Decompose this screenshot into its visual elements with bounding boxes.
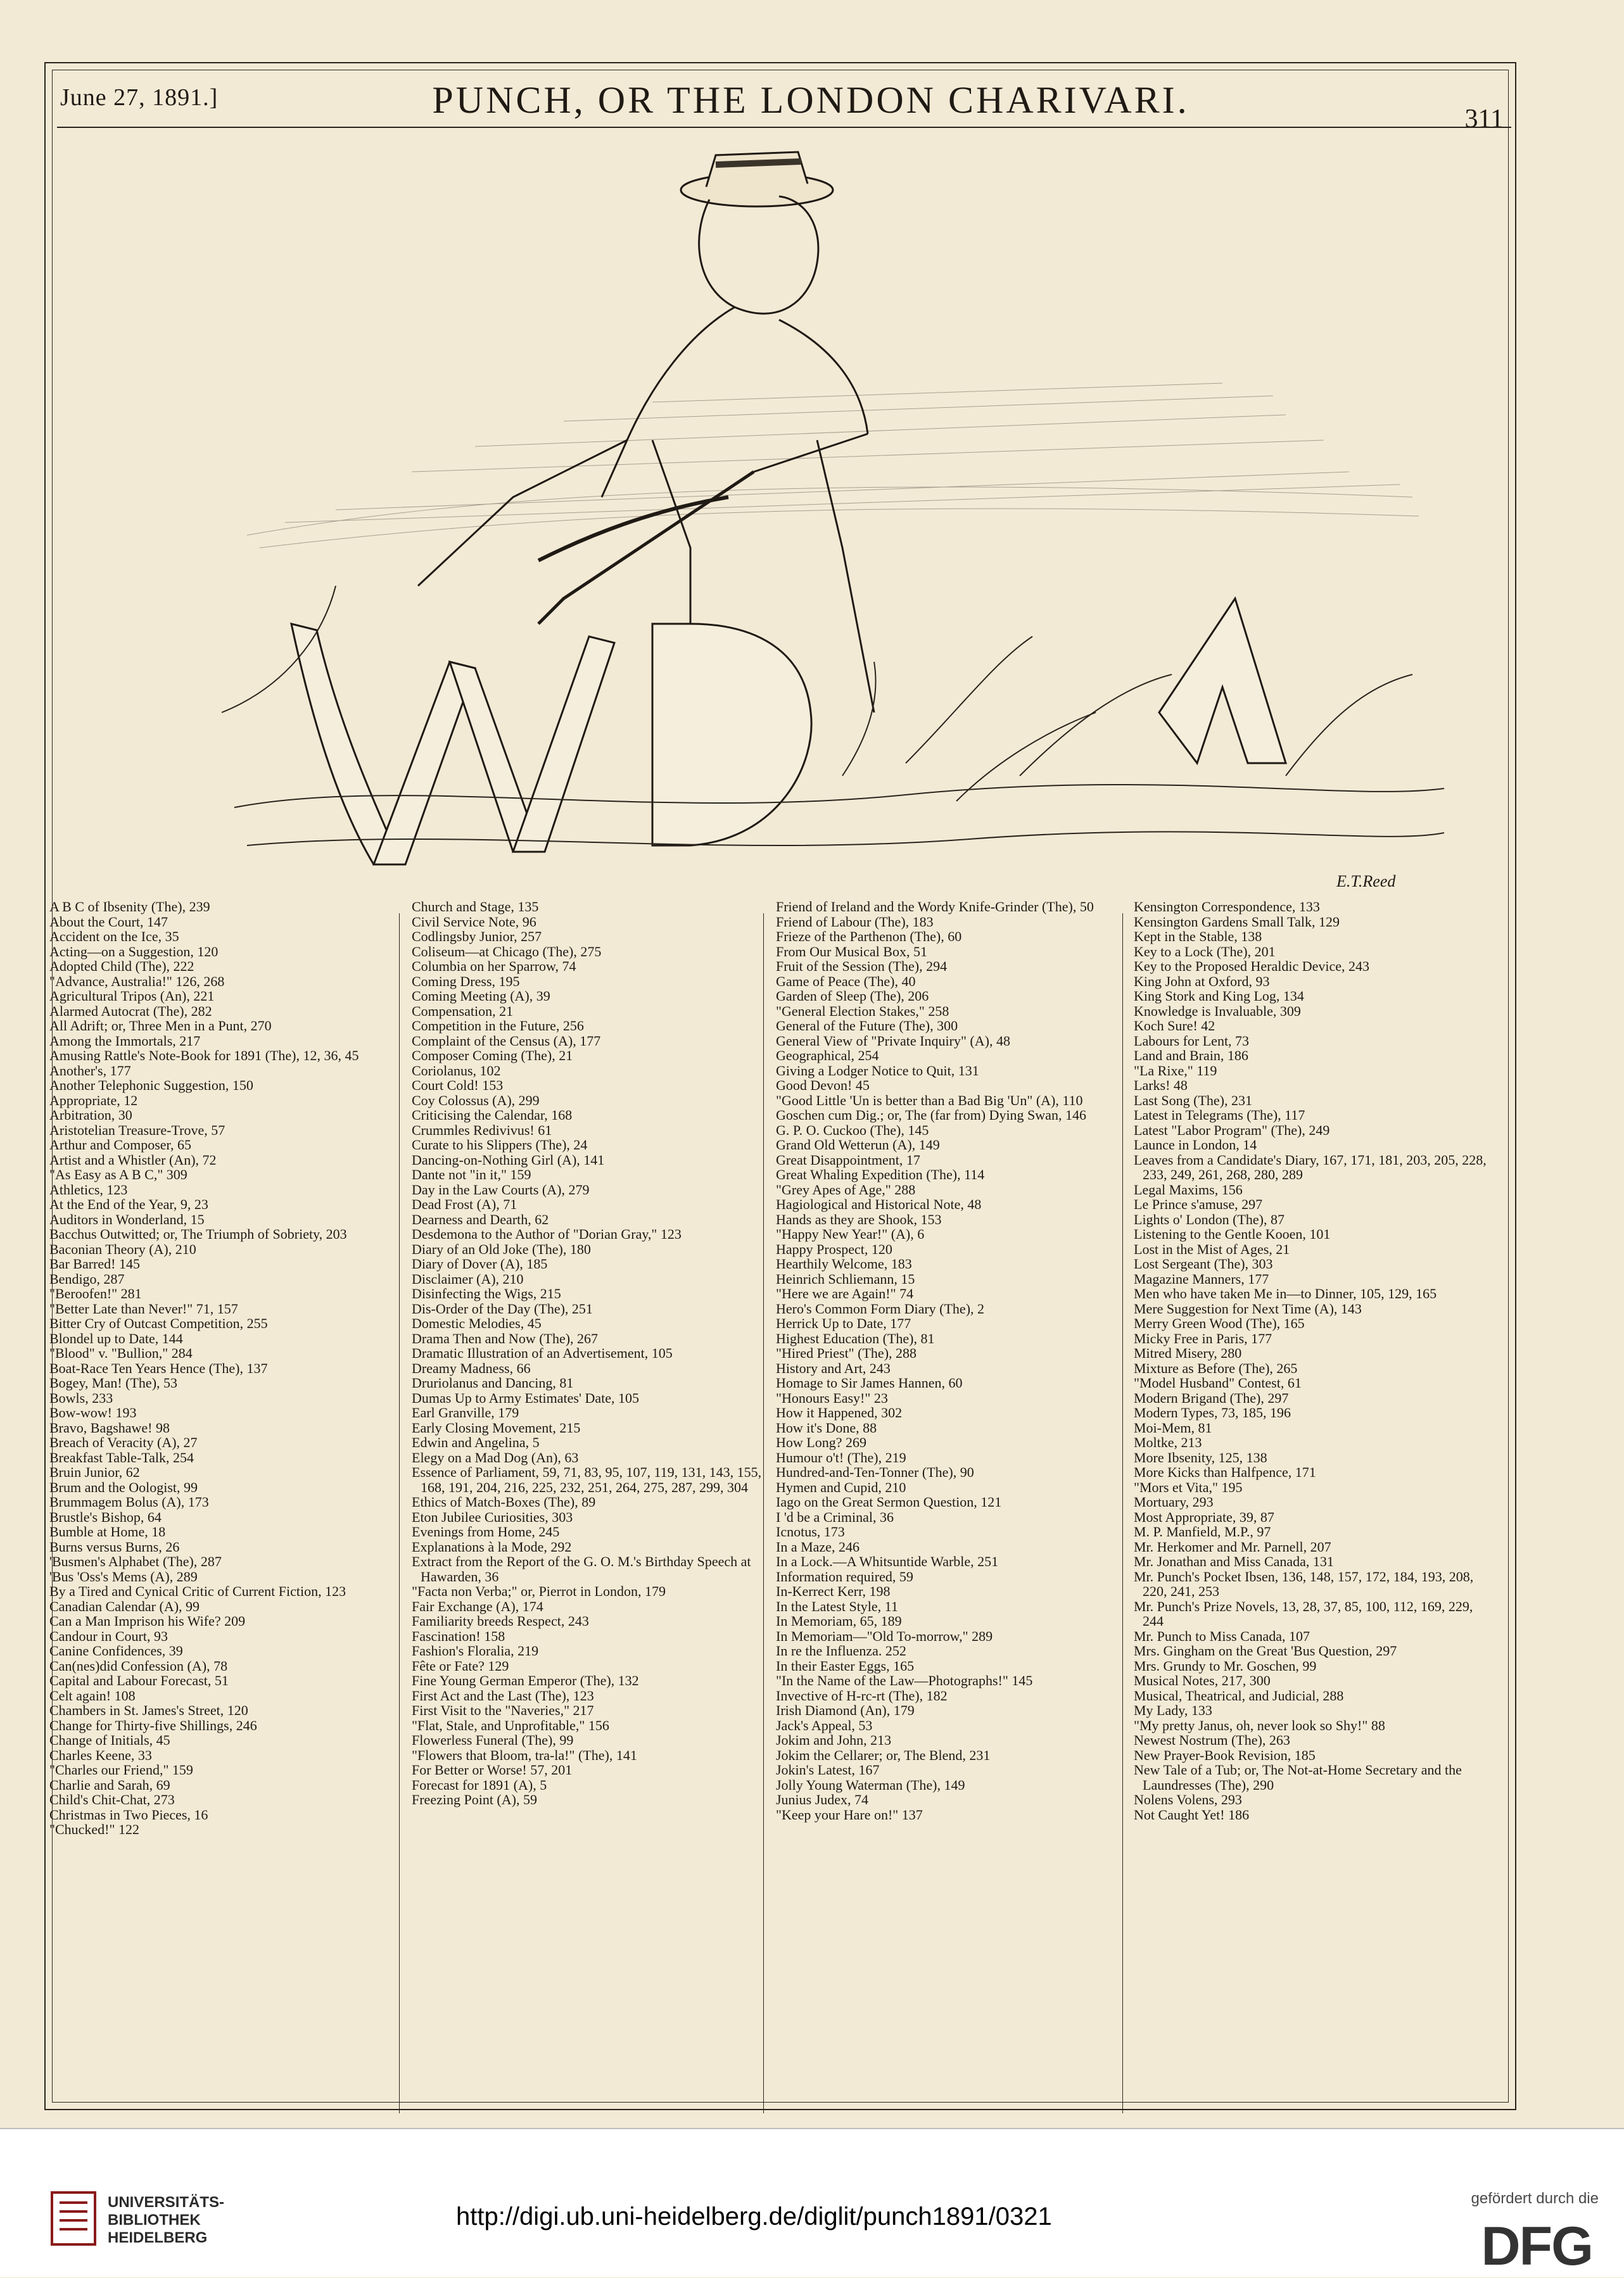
index-entry: Mere Suggestion for Next Time (A), 143	[1134, 1300, 1362, 1317]
index-entry: Diary of an Old Joke (The), 180	[412, 1241, 591, 1257]
index-entry: Kensington Gardens Small Talk, 129	[1134, 913, 1340, 930]
index-entry: Change of Initials, 45	[49, 1732, 170, 1748]
index-entry: Edwin and Angelina, 5	[412, 1434, 540, 1450]
index-entry: Composer Coming (The), 21	[412, 1047, 573, 1063]
index-entry: Desdemona to the Author of "Dorian Gray," 123	[412, 1226, 682, 1242]
index-entry: Aristotelian Treasure-Trove, 57	[49, 1122, 225, 1138]
index-column-3	[776, 899, 1131, 1822]
index-entry: G. P. O. Cuckoo (The), 145	[776, 1122, 929, 1138]
index-entry: "Blood" v. "Bullion," 284	[49, 1345, 193, 1361]
index-entry: Criticising the Calendar, 168	[412, 1107, 573, 1123]
index-entry: In Memoriam, 65, 189	[776, 1613, 902, 1629]
index-entry: New Prayer-Book Revision, 185	[1134, 1747, 1316, 1763]
index-entry: Celt again! 108	[49, 1687, 136, 1704]
index-entry: Blondel up to Date, 144	[49, 1330, 183, 1346]
index-entry: Last Song (The), 231	[1134, 1092, 1252, 1108]
farmer-figure	[418, 152, 874, 712]
index-entry: Brummagem Bolus (A), 173	[49, 1494, 209, 1510]
index-entry: Mr. Punch's Pocket Ibsen, 136, 148, 157, 172, 184, 193, 208, 220, 241, 253	[1134, 1568, 1474, 1599]
index-entry: How it Happened, 302	[776, 1405, 903, 1421]
index-entry: Canadian Calendar (A), 99	[49, 1598, 200, 1614]
index-entry: Bogey, Man! (The), 53	[49, 1375, 178, 1391]
index-entry: Christmas in Two Pieces, 16	[49, 1806, 208, 1823]
index-entry: A B C of Ibsenity (The), 239	[49, 899, 210, 914]
index-entry: Hymen and Cupid, 210	[776, 1479, 906, 1495]
index-entry: Jokim and John, 213	[776, 1732, 892, 1748]
index-entry: How it's Done, 88	[776, 1419, 877, 1436]
index-entry: Breach of Veracity (A), 27	[49, 1434, 198, 1450]
index-entry: "Grey Apes of Age," 288	[776, 1181, 916, 1198]
index-entry: Mitred Misery, 280	[1134, 1345, 1242, 1361]
index-entry: My Lady, 133	[1134, 1702, 1212, 1718]
index-entry: In their Easter Eggs, 165	[776, 1657, 915, 1674]
index-entry: Bowls, 233	[49, 1389, 113, 1406]
funder-caption: gefördert durch die	[1471, 2190, 1599, 2207]
index-entry: Another Telephonic Suggestion, 150	[49, 1077, 253, 1093]
artist-signature: E.T.Reed	[1336, 872, 1396, 890]
index-entry: Garden of Sleep (The), 206	[776, 988, 929, 1004]
index-entry: Dramatic Illustration of an Advertisement, 105	[412, 1345, 673, 1361]
index-entry: Baconian Theory (A), 210	[49, 1241, 196, 1257]
index-entry: Church and Stage, 135	[412, 899, 539, 914]
index-entry: Bruin Junior, 62	[49, 1464, 140, 1480]
index-entry: "Happy New Year!" (A), 6	[776, 1226, 925, 1242]
index-entry: Hundred-and-Ten-Tonner (The), 90	[776, 1464, 974, 1480]
index-entry: Information required, 59	[776, 1568, 913, 1585]
index-entry: Homage to Sir James Hannen, 60	[776, 1375, 963, 1391]
index-entry: Chambers in St. James's Street, 120	[49, 1702, 248, 1718]
index-entry: More Ibsenity, 125, 138	[1134, 1449, 1267, 1465]
index-entry: Dearness and Dearth, 62	[412, 1211, 549, 1227]
index-entry: Kensington Correspondence, 133	[1134, 899, 1320, 914]
index-entry: Day in the Law Courts (A), 279	[412, 1181, 590, 1198]
index-entry: Eton Jubilee Curiosities, 303	[412, 1509, 573, 1525]
index-entry: Dreamy Madness, 66	[412, 1360, 531, 1376]
index-entry: All Adrift; or, Three Men in a Punt, 270	[49, 1018, 272, 1034]
index-entry: Amusing Rattle's Note-Book for 1891 (The), 12, 36, 45	[49, 1047, 359, 1063]
permalink-url[interactable]: http://digi.ub.uni-heidelberg.de/diglit/punch1891/0321	[456, 2203, 1052, 2231]
index-entry: Alarmed Autocrat (The), 282	[49, 1003, 212, 1019]
index-entry: "Better Late than Never!" 71, 157	[49, 1300, 238, 1317]
index-entry: Child's Chit-Chat, 273	[49, 1792, 175, 1807]
index-entry: In Memoriam—"Old To-morrow," 289	[776, 1628, 993, 1644]
index-entry: General View of "Private Inquiry" (A), 48	[776, 1032, 1010, 1049]
index-entry: Hagiological and Historical Note, 48	[776, 1196, 982, 1212]
index-entry: Athletics, 123	[49, 1181, 128, 1198]
index-entry: Jokin's Latest, 167	[776, 1762, 880, 1778]
index-entry: 'Busmen's Alphabet (The), 287	[49, 1553, 222, 1569]
index-entry: Highest Education (The), 81	[776, 1330, 935, 1346]
index-entry: Legal Maxims, 156	[1134, 1181, 1243, 1198]
index-entry: Charlie and Sarah, 69	[49, 1776, 170, 1793]
index-entry: Dumas Up to Army Estimates' Date, 105	[412, 1389, 639, 1406]
cartoon-illustration	[209, 142, 1463, 902]
index-entry: Fête or Fate? 129	[412, 1657, 509, 1674]
index-entry: Listening to the Gentle Kooen, 101	[1134, 1226, 1331, 1242]
index-entry: Frieze of the Parthenon (The), 60	[776, 928, 962, 944]
column-divider	[763, 913, 764, 2113]
index-entry: Great Whaling Expedition (The), 114	[776, 1167, 985, 1182]
index-entry: Bendigo, 287	[49, 1270, 125, 1287]
footer-divider	[0, 2128, 1624, 2129]
index-entry: Compensation, 21	[412, 1003, 514, 1019]
index-entry: Coming Dress, 195	[412, 973, 520, 989]
index-entry: Bravo, Bagshawe! 98	[49, 1419, 170, 1436]
index-entry: Mortuary, 293	[1134, 1494, 1214, 1510]
index-entry: "Good Little 'Un is better than a Bad Big 'Un" (A), 110	[776, 1092, 1083, 1108]
index-entry: For Better or Worse! 57, 201	[412, 1762, 573, 1778]
index-entry: Knowledge is Invaluable, 309	[1134, 1003, 1301, 1019]
index-entry: About the Court, 147	[49, 913, 168, 930]
index-entry: Musical Notes, 217, 300	[1134, 1673, 1271, 1688]
index-entry: Dancing-on-Nothing Girl (A), 141	[412, 1151, 605, 1168]
index-entry: Magazine Manners, 177	[1134, 1270, 1269, 1287]
index-entry: Fine Young German Emperor (The), 132	[412, 1673, 639, 1688]
index-entry: "La Rixe," 119	[1134, 1062, 1217, 1079]
index-entry: Leaves from a Candidate's Diary, 167, 171, 181, 203, 205, 228, 233, 249, 261, 268, 280, 289	[1134, 1151, 1487, 1182]
index-entry: First Act and the Last (The), 123	[412, 1687, 594, 1704]
index-entry: "Honours Easy!" 23	[776, 1389, 888, 1406]
index-entry: "Facta non Verba;" or, Pierrot in London, 179	[412, 1583, 666, 1599]
index-entry: Breakfast Table-Talk, 254	[49, 1449, 194, 1465]
dfg-logo: DFG	[1481, 2216, 1592, 2277]
index-entry: Hearthily Welcome, 183	[776, 1256, 912, 1272]
index-entry: Curate to his Slippers (The), 24	[412, 1137, 588, 1153]
index-entry: In the Latest Style, 11	[776, 1598, 898, 1614]
index-entry: Mrs. Gingham on the Great 'Bus Question, 297	[1134, 1643, 1397, 1659]
index-entry: Moi-Mem, 81	[1134, 1419, 1212, 1436]
index-entry: Forecast for 1891 (A), 5	[412, 1776, 547, 1793]
index-entry: Fashion's Floralia, 219	[412, 1643, 539, 1659]
index-entry: Columbia on her Sparrow, 74	[412, 958, 576, 974]
index-entry: King John at Oxford, 93	[1134, 973, 1270, 989]
digitization-footer	[0, 2128, 1624, 2277]
index-entry: Another's, 177	[49, 1062, 131, 1079]
index-entry: Complaint of the Census (A), 177	[412, 1032, 601, 1049]
index-entry: Auditors in Wonderland, 15	[49, 1211, 205, 1227]
grass-letters	[291, 598, 1286, 864]
index-entry: In re the Influenza. 252	[776, 1643, 906, 1659]
index-entry: Good Devon! 45	[776, 1077, 870, 1093]
index-entry: Invective of H-rc-rt (The), 182	[776, 1687, 948, 1704]
index-entry: Coy Colossus (A), 299	[412, 1092, 540, 1108]
index-entry: Mrs. Grundy to Mr. Goschen, 99	[1134, 1657, 1317, 1674]
index-entry: Can a Man Imprison his Wife? 209	[49, 1613, 246, 1629]
index-entry: Adopted Child (The), 222	[49, 958, 194, 974]
header-rule	[57, 127, 1511, 128]
index-entry: Acting—on a Suggestion, 120	[49, 943, 219, 959]
index-entry: Dante not "in it," 159	[412, 1167, 531, 1182]
index-entry: Ethics of Match-Boxes (The), 89	[412, 1494, 596, 1510]
index-entry: Fair Exchange (A), 174	[412, 1598, 543, 1614]
index-entry: Familiarity breeds Respect, 243	[412, 1613, 589, 1629]
index-entry: Men who have taken Me in—to Dinner, 105, 129, 165	[1134, 1286, 1437, 1301]
index-entry: Boat-Race Ten Years Hence (The), 137	[49, 1360, 268, 1376]
index-entry: Druriolanus and Dancing, 81	[412, 1375, 574, 1391]
index-entry: Humour o't! (The), 219	[776, 1449, 906, 1465]
index-entry: "Mors et Vita," 195	[1134, 1479, 1243, 1495]
index-entry: Giving a Lodger Notice to Quit, 131	[776, 1062, 979, 1079]
index-entry: Iago on the Great Sermon Question, 121	[776, 1494, 1002, 1510]
index-entry: Mixture as Before (The), 265	[1134, 1360, 1298, 1376]
index-entry: Can(nes)did Confession (A), 78	[49, 1657, 228, 1674]
index-entry: Civil Service Note, 96	[412, 913, 536, 930]
index-entry: Friend of Labour (The), 183	[776, 913, 934, 930]
index-entry: Jokim the Cellarer; or, The Blend, 231	[776, 1747, 991, 1763]
index-entry: Arbitration, 30	[49, 1107, 132, 1123]
index-entry: 'Bus 'Oss's Mems (A), 289	[49, 1568, 198, 1585]
index-entry: Drama Then and Now (The), 267	[412, 1330, 599, 1346]
index-entry: King Stork and King Log, 134	[1134, 988, 1304, 1004]
index-entry: Junius Judex, 74	[776, 1792, 869, 1807]
index-entry: "Model Husband" Contest, 61	[1134, 1375, 1302, 1391]
index-entry: Coliseum—at Chicago (The), 275	[412, 943, 602, 959]
column-divider	[1122, 913, 1123, 2113]
index-entry: Charles Keene, 33	[49, 1747, 152, 1763]
index-entry: "Chucked!" 122	[49, 1821, 139, 1837]
index-entry: Newest Nostrum (The), 263	[1134, 1732, 1290, 1748]
index-entry: Candour in Court, 93	[49, 1628, 168, 1644]
index-entry: Flowerless Funeral (The), 99	[412, 1732, 574, 1748]
index-entry: Lights o' London (The), 87	[1134, 1211, 1285, 1227]
index-entry: Mr. Herkomer and Mr. Parnell, 207	[1134, 1538, 1331, 1555]
index-entry: Extract from the Report of the G. O. M.'s Birthday Speech at Hawarden, 36	[412, 1553, 751, 1585]
index-entry: Explanations à la Mode, 292	[412, 1538, 572, 1555]
index-entry: Irish Diamond (An), 179	[776, 1702, 915, 1718]
index-entry: Crummles Redivivus! 61	[412, 1122, 552, 1138]
index-entry: "Hired Priest" (The), 288	[776, 1345, 917, 1361]
index-entry: Coriolanus, 102	[412, 1062, 501, 1079]
index-entry: "Flat, Stale, and Unprofitable," 156	[412, 1717, 609, 1733]
index-entry: Diary of Dover (A), 185	[412, 1256, 548, 1272]
index-entry: Mr. Jonathan and Miss Canada, 131	[1134, 1553, 1334, 1569]
index-entry: Appropriate, 12	[49, 1092, 138, 1108]
index-entry: Bar Barred! 145	[49, 1256, 140, 1272]
index-entry: Bumble at Home, 18	[49, 1524, 166, 1540]
index-entry: Hands as they are Shook, 153	[776, 1211, 942, 1227]
index-entry: Brum and the Oologist, 99	[49, 1479, 198, 1495]
index-entry: General of the Future (The), 300	[776, 1018, 958, 1034]
index-entry: "Here we are Again!" 74	[776, 1286, 914, 1301]
index-entry: Not Caught Yet! 186	[1134, 1806, 1250, 1823]
index-entry: Latest "Labor Program" (The), 249	[1134, 1122, 1330, 1138]
university-library-name: UNIVERSITÄTS- BIBLIOTHEK HEIDELBERG	[108, 2194, 225, 2246]
index-entry: In a Maze, 246	[776, 1538, 860, 1555]
index-entry: Domestic Melodies, 45	[412, 1315, 542, 1331]
index-entry: "Flowers that Bloom, tra-la!" (The), 141	[412, 1747, 637, 1763]
index-entry: Latest in Telegrams (The), 117	[1134, 1107, 1305, 1123]
index-entry: Disinfecting the Wigs, 215	[412, 1286, 561, 1301]
index-entry: From Our Musical Box, 51	[776, 943, 927, 959]
index-entry: In a Lock.—A Whitsuntide Warble, 251	[776, 1553, 999, 1569]
index-entry: I 'd be a Criminal, 36	[776, 1509, 894, 1525]
index-entry: Jolly Young Waterman (The), 149	[776, 1776, 965, 1793]
index-entry: Key to the Proposed Heraldic Device, 243	[1134, 958, 1370, 974]
index-entry: Elegy on a Mad Dog (An), 63	[412, 1449, 579, 1465]
index-entry: Friend of Ireland and the Wordy Knife-Grinder (The), 50	[776, 899, 1094, 914]
index-entry: First Visit to the "Naveries," 217	[412, 1702, 594, 1718]
index-entry: Brustle's Bishop, 64	[49, 1509, 162, 1525]
index-entry: Heinrich Schliemann, 15	[776, 1270, 915, 1287]
index-entry: Change for Thirty-five Shillings, 246	[49, 1717, 257, 1733]
index-entry: Mr. Punch to Miss Canada, 107	[1134, 1628, 1310, 1644]
index-entry: Accident on the Ice, 35	[49, 928, 179, 944]
index-entry: Bitter Cry of Outcast Competition, 255	[49, 1315, 268, 1331]
index-entry: More Kicks than Halfpence, 171	[1134, 1464, 1316, 1480]
index-entry: Icnotus, 173	[776, 1524, 845, 1540]
index-entry: Larks! 48	[1134, 1077, 1188, 1093]
background-sky	[247, 383, 1419, 548]
index-entry: Grand Old Wetterun (A), 149	[776, 1137, 940, 1153]
index-entry: Fascination! 158	[412, 1628, 505, 1644]
index-entry: Capital and Labour Forecast, 51	[49, 1673, 229, 1688]
index-entry: Disclaimer (A), 210	[412, 1270, 524, 1287]
index-entry: Herrick Up to Date, 177	[776, 1315, 911, 1331]
index-entry: Early Closing Movement, 215	[412, 1419, 581, 1436]
index-entry: Hero's Common Form Diary (The), 2	[776, 1300, 985, 1317]
index-entry: Merry Green Wood (The), 165	[1134, 1315, 1305, 1331]
index-entry: Mr. Punch's Prize Novels, 13, 28, 37, 85, 100, 112, 169, 229, 244	[1134, 1598, 1473, 1629]
index-entry: Kept in the Stable, 138	[1134, 928, 1262, 944]
index-entry: "Keep your Hare on!" 137	[776, 1806, 923, 1823]
index-entry: Bacchus Outwitted; or, The Triumph of Sobriety, 203	[49, 1226, 347, 1242]
index-entry: "In the Name of the Law—Photographs!" 145	[776, 1673, 1033, 1688]
index-entry: Dead Frost (A), 71	[412, 1196, 517, 1212]
index-entry: At the End of the Year, 9, 23	[49, 1196, 208, 1212]
index-entry: Modern Brigand (The), 297	[1134, 1389, 1289, 1406]
index-entry: Agricultural Tripos (An), 221	[49, 988, 215, 1004]
column-divider	[399, 913, 400, 2113]
index-entry: "As Easy as A B C," 309	[49, 1167, 187, 1182]
index-entry: Most Appropriate, 39, 87	[1134, 1509, 1274, 1525]
index-entry: Lost Sergeant (The), 303	[1134, 1256, 1273, 1272]
university-seal-icon	[49, 2190, 98, 2247]
index-entry: Nolens Volens, 293	[1134, 1792, 1242, 1807]
index-entry: Moltke, 213	[1134, 1434, 1202, 1450]
index-entry: Burns versus Burns, 26	[49, 1538, 180, 1555]
index-entry: Freezing Point (A), 59	[412, 1792, 537, 1807]
index-entry: Great Disappointment, 17	[776, 1151, 920, 1168]
index-column-2	[412, 899, 766, 1807]
index-entry: Competition in the Future, 256	[412, 1018, 584, 1034]
index-entry: Game of Peace (The), 40	[776, 973, 916, 989]
index-entry: "Charles our Friend," 159	[49, 1762, 193, 1778]
index-entry: Canine Confidences, 39	[49, 1643, 183, 1659]
index-column-1	[49, 899, 404, 1837]
index-entry: Earl Granville, 179	[412, 1405, 519, 1421]
index-entry: Launce in London, 14	[1134, 1137, 1257, 1153]
index-entry: M. P. Manfield, M.P., 97	[1134, 1524, 1271, 1540]
index-entry: "My pretty Janus, oh, never look so Shy!" 88	[1134, 1717, 1385, 1733]
index-entry: Musical, Theatrical, and Judicial, 288	[1134, 1687, 1344, 1704]
index-entry: Essence of Parliament, 59, 71, 83, 95, 107, 119, 131, 143, 155, 168, 191, 204, 216, 225, 232, 251, 264, 275, 287, 299, 304	[412, 1464, 762, 1495]
index-entry: History and Art, 243	[776, 1360, 891, 1376]
index-entry: Labours for Lent, 73	[1134, 1032, 1250, 1049]
index-entry: Goschen cum Dig.; or, The (far from) Dying Swan, 146	[776, 1107, 1086, 1123]
index-entry: Modern Types, 73, 185, 196	[1134, 1405, 1291, 1421]
index-entry: How Long? 269	[776, 1434, 866, 1450]
index-entry: Key to a Lock (The), 201	[1134, 943, 1276, 959]
index-entry: Le Prince s'amuse, 297	[1134, 1196, 1263, 1212]
index-entry: Bow-wow! 193	[49, 1405, 137, 1421]
index-entry: "Beroofen!" 281	[49, 1286, 142, 1301]
page-number: 311	[1464, 104, 1504, 134]
index-entry: Geographical, 254	[776, 1047, 879, 1063]
index-entry: Land and Brain, 186	[1134, 1047, 1248, 1063]
index-entry: "General Election Stakes," 258	[776, 1003, 949, 1019]
index-entry: "Advance, Australia!" 126, 268	[49, 973, 225, 989]
index-entry: Among the Immortals, 217	[49, 1032, 201, 1049]
index-entry: Jack's Appeal, 53	[776, 1717, 873, 1733]
index-entry: Evenings from Home, 245	[412, 1524, 560, 1540]
issue-date: June 27, 1891.]	[60, 84, 219, 111]
index-entry: Lost in the Mist of Ages, 21	[1134, 1241, 1290, 1257]
index-entry: Codlingsby Junior, 257	[412, 928, 542, 944]
index-entry: New Tale of a Tub; or, The Not-at-Home Secretary and the Laundresses (The), 290	[1134, 1762, 1462, 1793]
index-column-4	[1134, 899, 1488, 1822]
index-entry: Dis-Order of the Day (The), 251	[412, 1300, 593, 1317]
index-entry: Happy Prospect, 120	[776, 1241, 892, 1257]
index-entry: In-Kerrect Kerr, 198	[776, 1583, 891, 1599]
index-entry: Artist and a Whistler (An), 72	[49, 1151, 217, 1168]
index-entry: Micky Free in Paris, 177	[1134, 1330, 1272, 1346]
index-entry: Fruit of the Session (The), 294	[776, 958, 948, 974]
index-entry: Koch Sure! 42	[1134, 1018, 1215, 1034]
masthead-title: PUNCH, OR THE LONDON CHARIVARI.	[432, 79, 1189, 121]
index-entry: Coming Meeting (A), 39	[412, 988, 550, 1004]
index-entry: Court Cold! 153	[412, 1077, 504, 1093]
index-entry: By a Tired and Cynical Critic of Current Fiction, 123	[49, 1583, 346, 1599]
index-entry: Arthur and Composer, 65	[49, 1137, 191, 1153]
